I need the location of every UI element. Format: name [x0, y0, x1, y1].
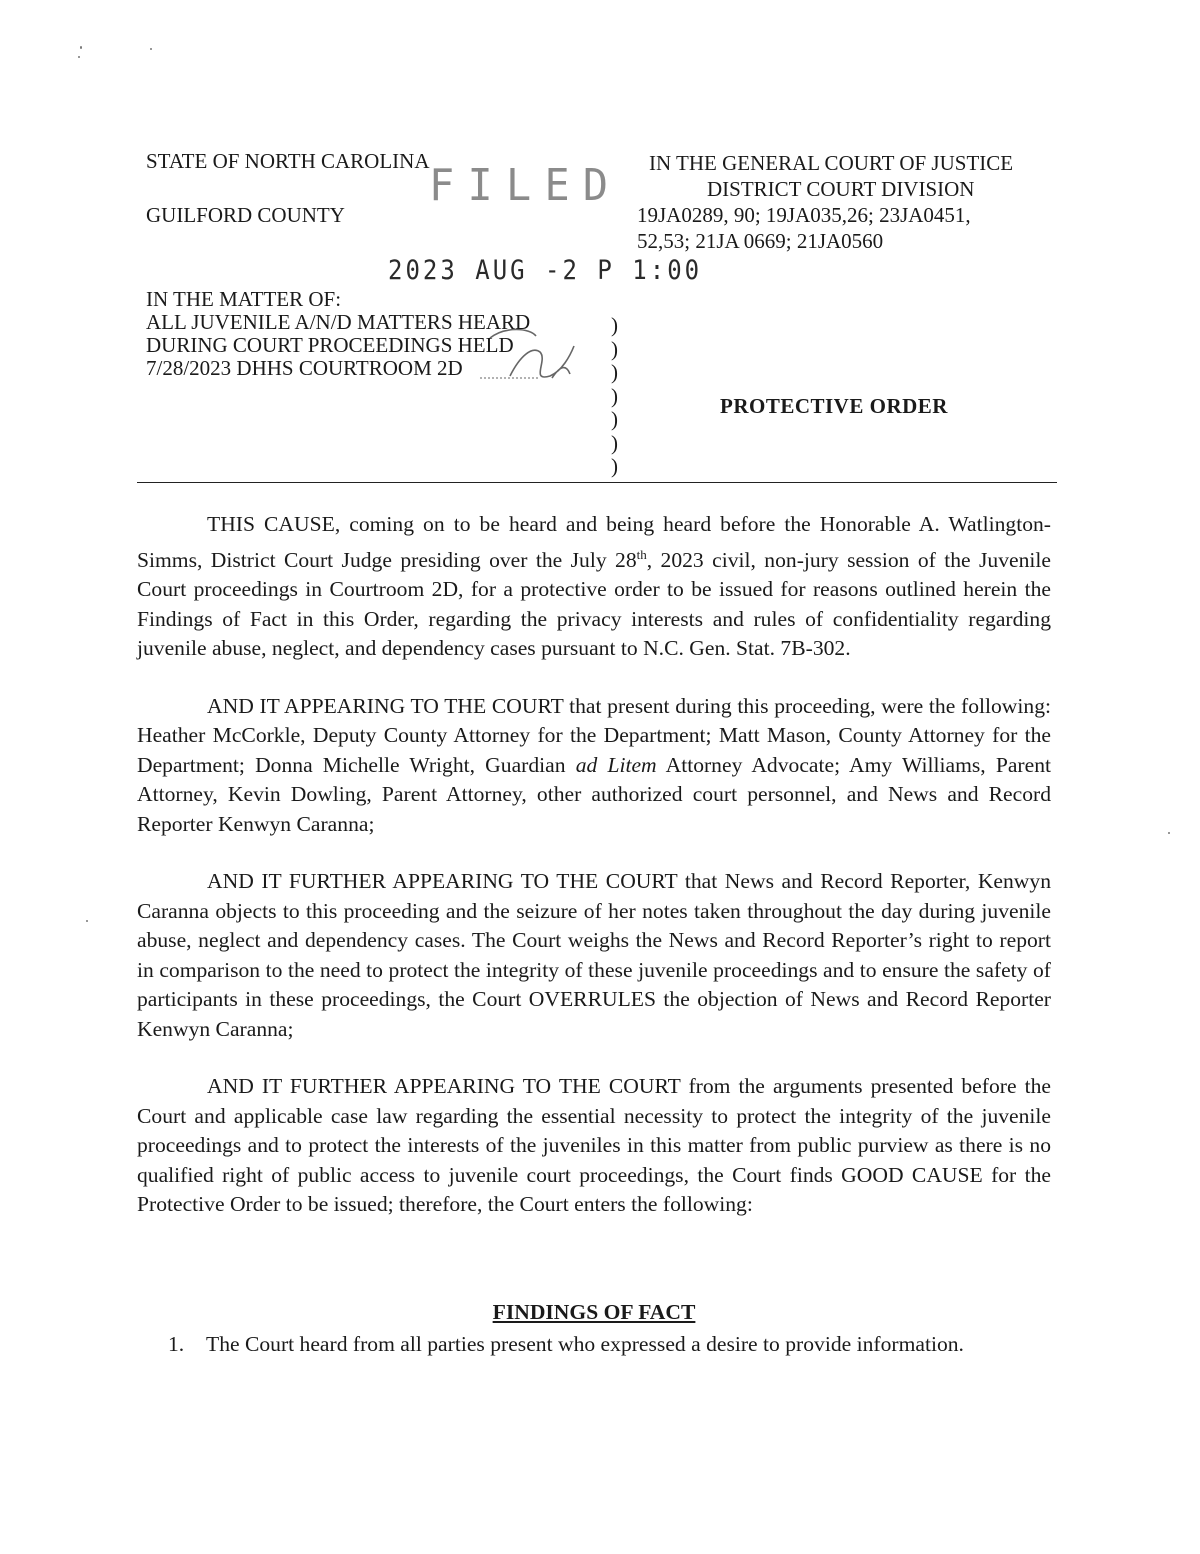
paragraph-1	[137, 510, 1051, 664]
matter-line-4: 7/28/2023 DHHS COURTROOM 2D	[146, 356, 463, 380]
matter-line-1: IN THE MATTER OF:	[146, 287, 342, 311]
case-numbers-line-1: 19JA0289, 90; 19JA035,26; 23JA0451,	[637, 203, 971, 227]
finding-item	[168, 1330, 964, 1359]
scan-speck	[86, 920, 88, 922]
court-division: DISTRICT COURT DIVISION	[707, 177, 975, 201]
caption-divider	[137, 482, 1057, 483]
filed-stamp: FILED	[429, 160, 622, 211]
filed-date-stamp: 2023 AUG -2 P 1:00	[388, 254, 703, 286]
paragraph-1-text-b: , 2023 civil, non-jury session of the Juvenile Court proceedings in Courtroom 2D, for a protective order to be issued for reasons outlined herein the Findings of Fact in this Order, regarding the privacy interests and rules of confidentiality regarding juvenile abuse, neglect, and dependency cases pursuant to N.C. Gen. Stat. 7B-302.	[137, 547, 1051, 661]
county-name: GUILFORD COUNTY	[146, 203, 345, 227]
finding-text: The Court heard from all parties present who expressed a desire to provide information.	[206, 1332, 964, 1356]
paragraph-3: AND IT FURTHER APPEARING TO THE COURT that News and Record Reporter, Kenwyn Caranna objects to this proceeding and the seizure of her notes taken throughout the day during juvenile abuse, neglect and dependency cases. The Court weighs the News and Record Reporter’s right to report in comparison to the need to protect the integrity of these juvenile proceedings and to ensure the safety of participants in these proceedings, the Court OVERRULES the objection of News and Record Reporter Kenwyn Caranna;	[137, 869, 1051, 1041]
paragraph-2-text-a: AND IT APPEARING TO THE COURT that present during this proceeding, were the following: Heather McCorkle, Deputy County Attorney for the Department; Matt Mason, County Attorney for the Department; Donna Michelle Wright, Guardian	[137, 693, 1051, 777]
case-numbers-line-2: 52,53; 21JA 0669; 21JA0560	[637, 229, 884, 253]
matter-line-3: DURING COURT PROCEEDINGS HELD	[146, 333, 514, 357]
paragraph-1-ordinal: th	[636, 546, 647, 562]
finding-number: 1.	[168, 1332, 185, 1356]
order-body	[137, 510, 1051, 1248]
court-name: IN THE GENERAL COURT OF JUSTICE	[649, 151, 1014, 175]
paragraph-2	[137, 692, 1051, 840]
scan-speck	[80, 46, 82, 49]
paragraph-1-text-a: THIS CAUSE, coming on to be heard and being heard before the Honorable A. Watlington-Simms, District Court Judge presiding over the July 28	[137, 512, 1051, 572]
scan-speck	[150, 48, 152, 50]
paragraph-2-italic: ad Litem	[575, 752, 657, 777]
findings-heading: FINDINGS OF FACT	[492, 1300, 696, 1324]
paragraph-2-text-b: Attorney Advocate; Amy Williams, Parent Attorney, Kevin Dowling, Parent Attorney, other authorized court personnel, and News and Record Reporter Kenwyn Caranna;	[137, 752, 1052, 836]
state-name: STATE OF NORTH CAROLINA	[146, 149, 430, 173]
caption-right	[637, 150, 1077, 254]
caption-left	[146, 148, 430, 227]
matter-line-2: ALL JUVENILE A/N/D MATTERS HEARD	[146, 310, 531, 334]
clerk-signature-mark	[470, 316, 590, 396]
paragraph-4: AND IT FURTHER APPEARING TO THE COURT from the arguments presented before the Court and applicable case law regarding the essential necessity to protect the integrity of the juvenile proceedings and to protect the interests of the juveniles in this matter from public purview as there is no qualified right of public access to juvenile court proceedings, the Court finds GOOD CAUSE for the Protective Order to be issued; therefore, the Court enters the following:	[137, 1074, 1051, 1217]
document-title: PROTECTIVE ORDER	[720, 394, 948, 418]
scan-speck	[1168, 832, 1170, 834]
caption-parentheses: ) ) ) ) ) ) )	[611, 313, 618, 478]
scan-speck	[78, 56, 80, 58]
